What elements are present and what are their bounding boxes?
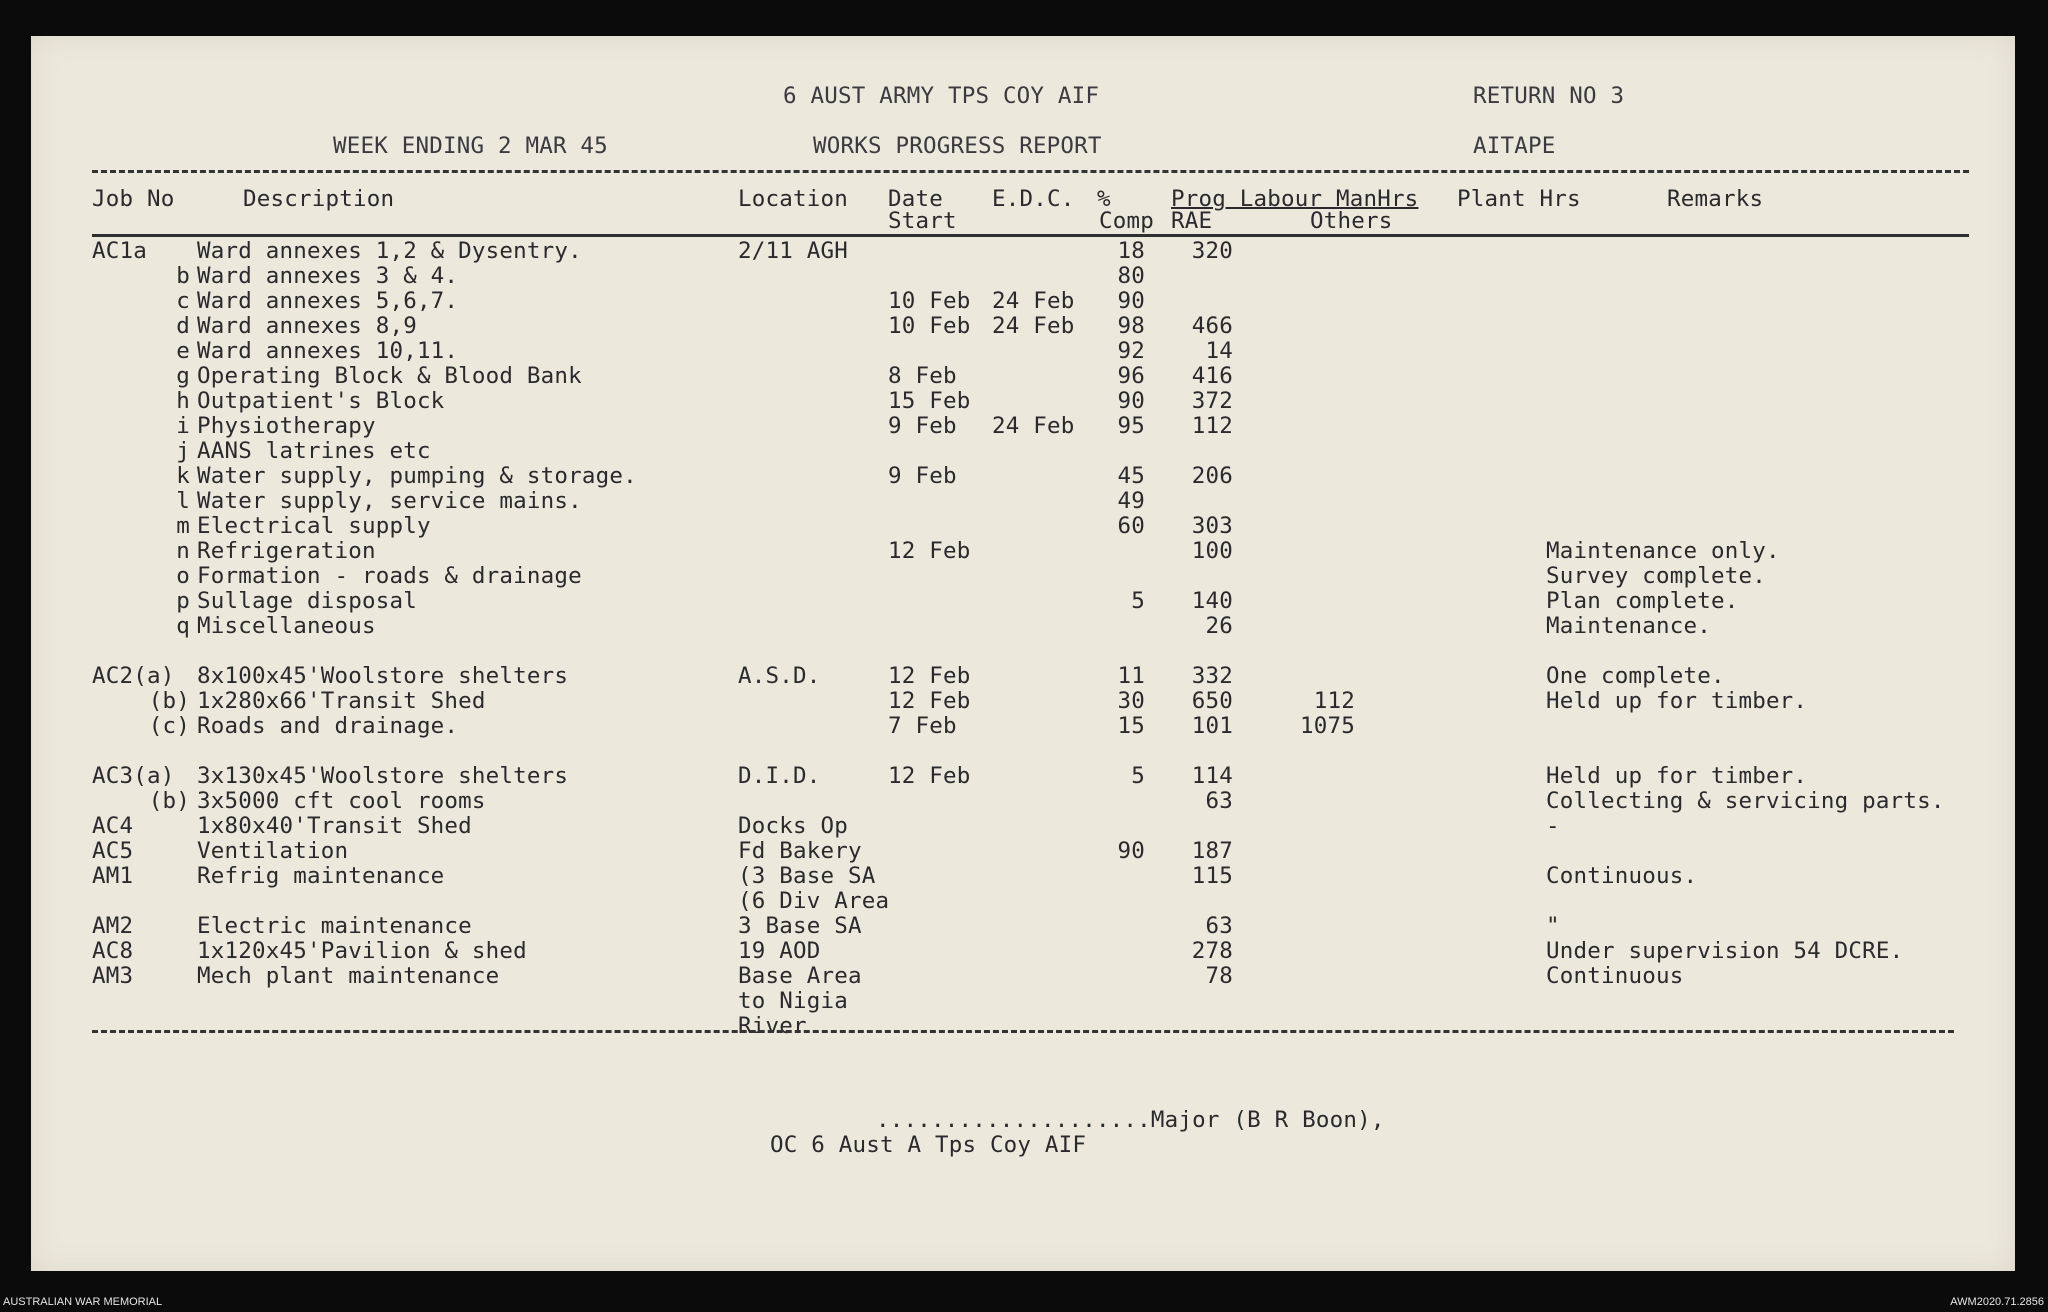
- cell-edc: 24 Feb: [992, 413, 1075, 439]
- cell-sub-item: j: [176, 438, 190, 464]
- cell-remarks: Held up for timber.: [1546, 688, 1808, 714]
- cell-remarks: Maintenance.: [1546, 613, 1711, 639]
- cell-rae-hours: 320: [1191, 238, 1233, 264]
- cell-others-hours: 112: [1313, 688, 1355, 714]
- cell-sub-item: (c): [148, 713, 190, 739]
- cell-sub-item: g: [176, 363, 190, 389]
- cell-description: Water supply, service mains.: [197, 488, 582, 514]
- cell-rae-hours: 206: [1191, 463, 1233, 489]
- cell-edc: 24 Feb: [992, 288, 1075, 314]
- cell-sub-item: n: [176, 538, 190, 564]
- cell-description: Electrical supply: [197, 513, 431, 539]
- cell-description: Refrig maintenance: [197, 863, 445, 889]
- cell-description: Mech plant maintenance: [197, 963, 500, 989]
- cell-description: 1x120x45'Pavilion & shed: [197, 938, 527, 964]
- cell-description: Refrigeration: [197, 538, 376, 564]
- cell-location: River: [738, 1013, 807, 1039]
- cell-remarks: ": [1546, 913, 1560, 939]
- table-rule-bottom: [92, 1030, 1954, 1033]
- cell-location: (6 Div Area: [738, 888, 890, 914]
- cell-description: AANS latrines etc: [197, 438, 431, 464]
- col-edc: E.D.C.: [992, 186, 1075, 212]
- cell-job-no: AM1: [92, 863, 134, 889]
- cell-job-no: AC8: [92, 938, 134, 964]
- cell-sub-item: h: [176, 388, 190, 414]
- cell-others-hours: 1075: [1300, 713, 1355, 739]
- cell-date-start: 12 Feb: [888, 688, 971, 714]
- cell-sub-item: o: [176, 563, 190, 589]
- week-ending: WEEK ENDING 2 MAR 45: [333, 133, 608, 159]
- header-rule-bottom: [92, 234, 1969, 237]
- cell-date-start: 12 Feb: [888, 538, 971, 564]
- cell-rae-hours: 278: [1191, 938, 1233, 964]
- cell-percent-comp: 98: [1117, 313, 1145, 339]
- cell-date-start: 9 Feb: [888, 463, 957, 489]
- place-name: AITAPE: [1473, 133, 1556, 159]
- col-date-start: Start: [888, 208, 957, 234]
- cell-remarks: -: [1546, 813, 1560, 839]
- signature-line: ....................Major (B R Boon),: [876, 1107, 1385, 1133]
- cell-sub-item: k: [176, 463, 190, 489]
- cell-sub-item: (b): [148, 688, 190, 714]
- cell-description: Formation - roads & drainage: [197, 563, 582, 589]
- cell-description: Electric maintenance: [197, 913, 472, 939]
- cell-date-start: 8 Feb: [888, 363, 957, 389]
- cell-rae-hours: 114: [1191, 763, 1233, 789]
- cell-rae-hours: 100: [1191, 538, 1233, 564]
- cell-job-no: AC4: [92, 813, 134, 839]
- cell-description: Ward annexes 8,9: [197, 313, 417, 339]
- cell-remarks: Maintenance only.: [1546, 538, 1780, 564]
- cell-sub-item: (b): [148, 788, 190, 814]
- cell-rae-hours: 14: [1205, 338, 1233, 364]
- cell-description: Ventilation: [197, 838, 349, 864]
- cell-percent-comp: 45: [1117, 463, 1145, 489]
- cell-percent-comp: 60: [1117, 513, 1145, 539]
- cell-percent-comp: 5: [1131, 763, 1145, 789]
- cell-description: Miscellaneous: [197, 613, 376, 639]
- cell-job-no: AC2(a): [92, 663, 175, 689]
- cell-remarks: Continuous.: [1546, 863, 1698, 889]
- cell-edc: 24 Feb: [992, 313, 1075, 339]
- col-others: Others: [1310, 208, 1393, 234]
- cell-percent-comp: 30: [1117, 688, 1145, 714]
- cell-rae-hours: 78: [1205, 963, 1233, 989]
- cell-location: 2/11 AGH: [738, 238, 848, 264]
- cell-location: Docks Op: [738, 813, 848, 839]
- signature-title: OC 6 Aust A Tps Coy AIF: [770, 1132, 1087, 1158]
- col-prog-labour: Prog Labour ManHrs: [1171, 186, 1419, 212]
- cell-remarks: Plan complete.: [1546, 588, 1739, 614]
- cell-remarks: Held up for timber.: [1546, 763, 1808, 789]
- cell-remarks: One complete.: [1546, 663, 1725, 689]
- cell-rae-hours: 26: [1205, 613, 1233, 639]
- cell-description: Water supply, pumping & storage.: [197, 463, 637, 489]
- report-title: WORKS PROGRESS REPORT: [813, 133, 1102, 159]
- cell-description: 3x5000 cft cool rooms: [197, 788, 486, 814]
- cell-percent-comp: 15: [1117, 713, 1145, 739]
- cell-description: Ward annexes 5,6,7.: [197, 288, 459, 314]
- cell-percent-comp: 90: [1117, 388, 1145, 414]
- cell-percent-comp: 80: [1117, 263, 1145, 289]
- cell-description: Physiotherapy: [197, 413, 376, 439]
- header-rule-top: [92, 170, 1969, 173]
- cell-remarks: Collecting & servicing parts.: [1546, 788, 1945, 814]
- cell-percent-comp: 92: [1117, 338, 1145, 364]
- cell-rae-hours: 466: [1191, 313, 1233, 339]
- cell-percent-comp: 11: [1117, 663, 1145, 689]
- col-plant-hrs: Plant Hrs: [1457, 186, 1581, 212]
- cell-sub-item: l: [176, 488, 190, 514]
- cell-sub-item: e: [176, 338, 190, 364]
- cell-percent-comp: 5: [1131, 588, 1145, 614]
- cell-percent-comp: 90: [1117, 838, 1145, 864]
- cell-description: Outpatient's Block: [197, 388, 445, 414]
- cell-job-no: AC1a: [92, 238, 147, 264]
- col-remarks: Remarks: [1667, 186, 1764, 212]
- unit-title: 6 AUST ARMY TPS COY AIF: [783, 83, 1100, 109]
- cell-rae-hours: 112: [1191, 413, 1233, 439]
- col-location: Location: [738, 186, 848, 212]
- cell-remarks: Continuous: [1546, 963, 1684, 989]
- document-page: [31, 36, 2015, 1271]
- cell-rae-hours: 650: [1191, 688, 1233, 714]
- cell-date-start: 10 Feb: [888, 288, 971, 314]
- cell-rae-hours: 372: [1191, 388, 1233, 414]
- col-comp: Comp: [1099, 208, 1154, 234]
- col-description: Description: [243, 186, 395, 212]
- cell-location: (3 Base SA: [738, 863, 876, 889]
- cell-remarks: Survey complete.: [1546, 563, 1766, 589]
- cell-location: 19 AOD: [738, 938, 821, 964]
- cell-location: Fd Bakery: [738, 838, 862, 864]
- cell-description: 1x280x66'Transit Shed: [197, 688, 486, 714]
- cell-job-no: AM2: [92, 913, 134, 939]
- cell-date-start: 10 Feb: [888, 313, 971, 339]
- cell-sub-item: c: [176, 288, 190, 314]
- cell-description: Roads and drainage.: [197, 713, 459, 739]
- cell-rae-hours: 63: [1205, 788, 1233, 814]
- cell-date-start: 15 Feb: [888, 388, 971, 414]
- cell-description: Ward annexes 1,2 & Dysentry.: [197, 238, 582, 264]
- cell-date-start: 12 Feb: [888, 663, 971, 689]
- cell-rae-hours: 187: [1191, 838, 1233, 864]
- cell-location: D.I.D.: [738, 763, 821, 789]
- cell-description: 1x80x40'Transit Shed: [197, 813, 472, 839]
- return-number: RETURN NO 3: [1473, 83, 1625, 109]
- cell-job-no: AC3(a): [92, 763, 175, 789]
- archive-id: AWM2020.71.2856: [1950, 1296, 2044, 1308]
- cell-sub-item: i: [176, 413, 190, 439]
- cell-sub-item: q: [176, 613, 190, 639]
- cell-job-no: AM3: [92, 963, 134, 989]
- cell-description: Ward annexes 3 & 4.: [197, 263, 459, 289]
- cell-location: Base Area: [738, 963, 862, 989]
- cell-rae-hours: 332: [1191, 663, 1233, 689]
- cell-sub-item: d: [176, 313, 190, 339]
- cell-percent-comp: 95: [1117, 413, 1145, 439]
- archive-credit: AUSTRALIAN WAR MEMORIAL: [3, 1296, 163, 1308]
- cell-percent-comp: 18: [1117, 238, 1145, 264]
- col-job-no: Job No: [92, 186, 175, 212]
- col-date: Date: [888, 186, 943, 212]
- cell-rae-hours: 416: [1191, 363, 1233, 389]
- cell-sub-item: m: [176, 513, 190, 539]
- cell-percent-comp: 96: [1117, 363, 1145, 389]
- cell-description: Ward annexes 10,11.: [197, 338, 459, 364]
- cell-sub-item: b: [176, 263, 190, 289]
- cell-remarks: Under supervision 54 DCRE.: [1546, 938, 1904, 964]
- cell-sub-item: p: [176, 588, 190, 614]
- cell-date-start: 12 Feb: [888, 763, 971, 789]
- cell-rae-hours: 140: [1191, 588, 1233, 614]
- cell-rae-hours: 303: [1191, 513, 1233, 539]
- col-rae: RAE: [1171, 208, 1213, 234]
- cell-description: 3x130x45'Woolstore shelters: [197, 763, 569, 789]
- cell-description: Sullage disposal: [197, 588, 417, 614]
- cell-location: A.S.D.: [738, 663, 821, 689]
- cell-description: Operating Block & Blood Bank: [197, 363, 582, 389]
- cell-rae-hours: 115: [1191, 863, 1233, 889]
- cell-location: to Nigia: [738, 988, 848, 1014]
- cell-date-start: 9 Feb: [888, 413, 957, 439]
- cell-location: 3 Base SA: [738, 913, 862, 939]
- cell-description: 8x100x45'Woolstore shelters: [197, 663, 569, 689]
- cell-date-start: 7 Feb: [888, 713, 957, 739]
- cell-job-no: AC5: [92, 838, 134, 864]
- cell-rae-hours: 101: [1191, 713, 1233, 739]
- col-percent: %: [1097, 186, 1111, 212]
- cell-percent-comp: 90: [1117, 288, 1145, 314]
- cell-percent-comp: 49: [1117, 488, 1145, 514]
- cell-rae-hours: 63: [1205, 913, 1233, 939]
